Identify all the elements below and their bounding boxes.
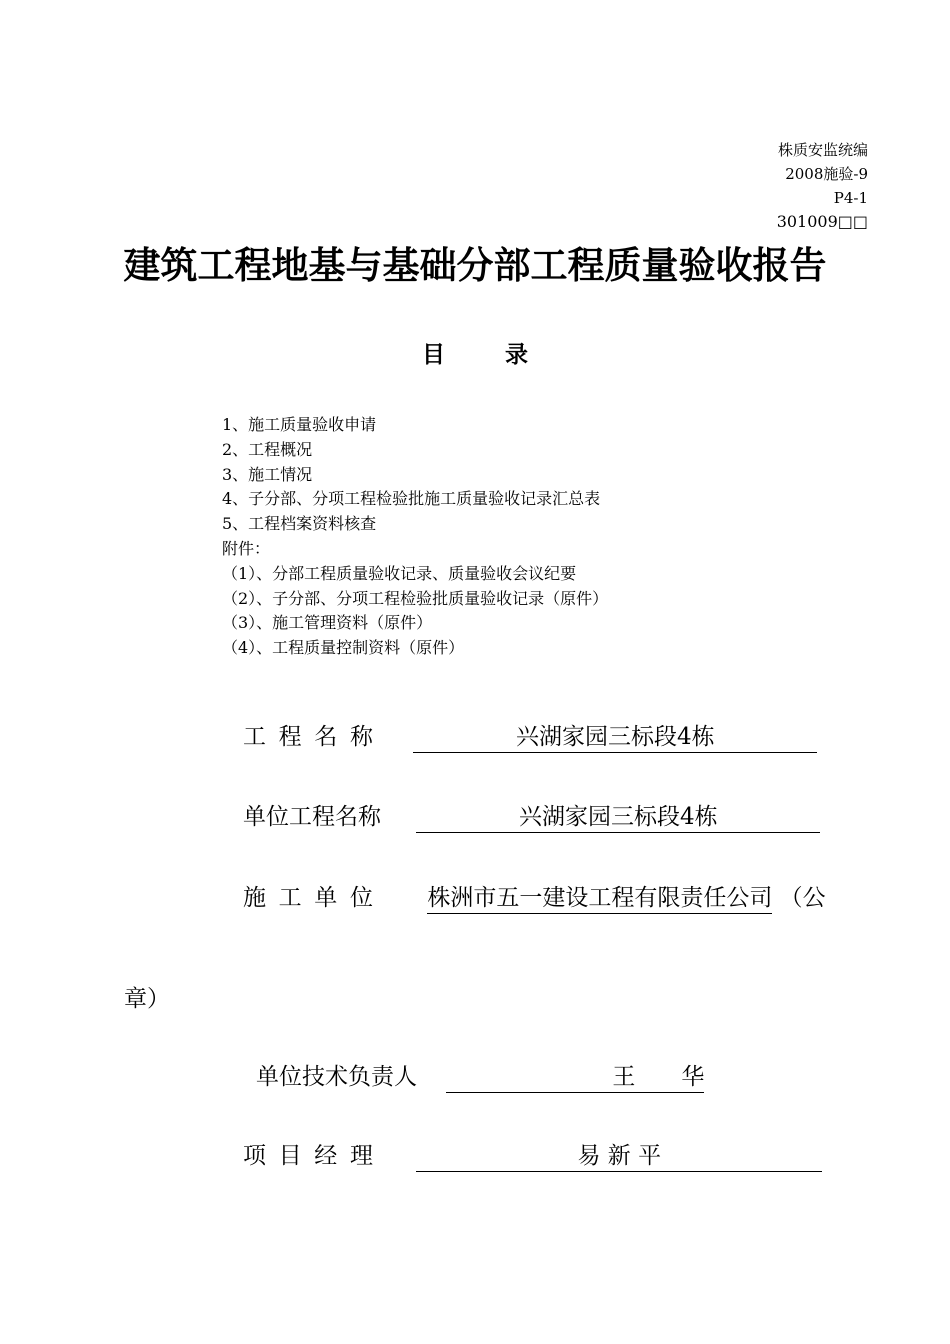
project-name-label: 工程名称 <box>243 724 386 750</box>
tech-leader-value: 王 华 <box>446 1062 704 1093</box>
toc-item: （4）、工程质量控制资料（原件） <box>222 638 465 658</box>
tech-leader-label: 单位技术负责人 <box>256 1064 417 1090</box>
project-name-value: 兴湖家园三标段4栋 <box>413 722 817 753</box>
project-manager-row <box>243 1140 822 1172</box>
unit-project-name-row <box>243 801 820 833</box>
toc-item: 附件： <box>222 538 271 558</box>
construction-unit-value: 株洲市五一建设工程有限责任公司 <box>427 883 772 914</box>
toc-item: 4、子分部、分项工程检验批施工质量验收记录汇总表 <box>222 489 601 509</box>
construction-unit-label: 施工单位 <box>243 885 386 911</box>
toc-heading <box>0 336 950 369</box>
toc-item: 1、施工质量验收申请 <box>222 415 377 434</box>
header-line-2: 2008施验-9 <box>785 165 868 183</box>
toc-item: （2）、子分部、分项工程检验批质量验收记录（原件） <box>222 588 609 608</box>
toc-item: （1）、分部工程质量验收记录、质量验收会议纪要 <box>222 563 577 583</box>
project-manager-label: 项目经理 <box>243 1143 386 1169</box>
project-manager-value: 易 新 平 <box>416 1141 822 1172</box>
toc-item: 5、工程档案资料核查 <box>222 514 377 534</box>
tech-leader-row <box>256 1061 704 1093</box>
construction-unit-row <box>243 882 826 914</box>
header-line-1: 株质安监统编 <box>777 141 868 159</box>
unit-project-name-value: 兴湖家园三标段4栋 <box>416 802 820 833</box>
toc-heading-right: 录 <box>505 342 528 368</box>
toc-item: 2、工程概况 <box>222 439 313 459</box>
toc-item: （3）、施工管理资料（原件） <box>222 613 433 633</box>
header-line-3: P4-1 <box>833 189 868 207</box>
toc-item: 3、施工情况 <box>222 464 313 484</box>
project-name-row <box>243 721 817 753</box>
header-line-4: 301009□□ <box>776 212 868 231</box>
toc-list <box>222 413 608 661</box>
report-title: 建筑工程地基与基础分部工程质量验收报告 <box>123 244 827 287</box>
construction-unit-suffix: （公 <box>779 885 826 911</box>
construction-unit-continuation: 章） <box>124 986 170 1012</box>
toc-heading-left: 目 <box>422 342 445 368</box>
unit-project-name-label: 单位工程名称 <box>243 804 381 830</box>
